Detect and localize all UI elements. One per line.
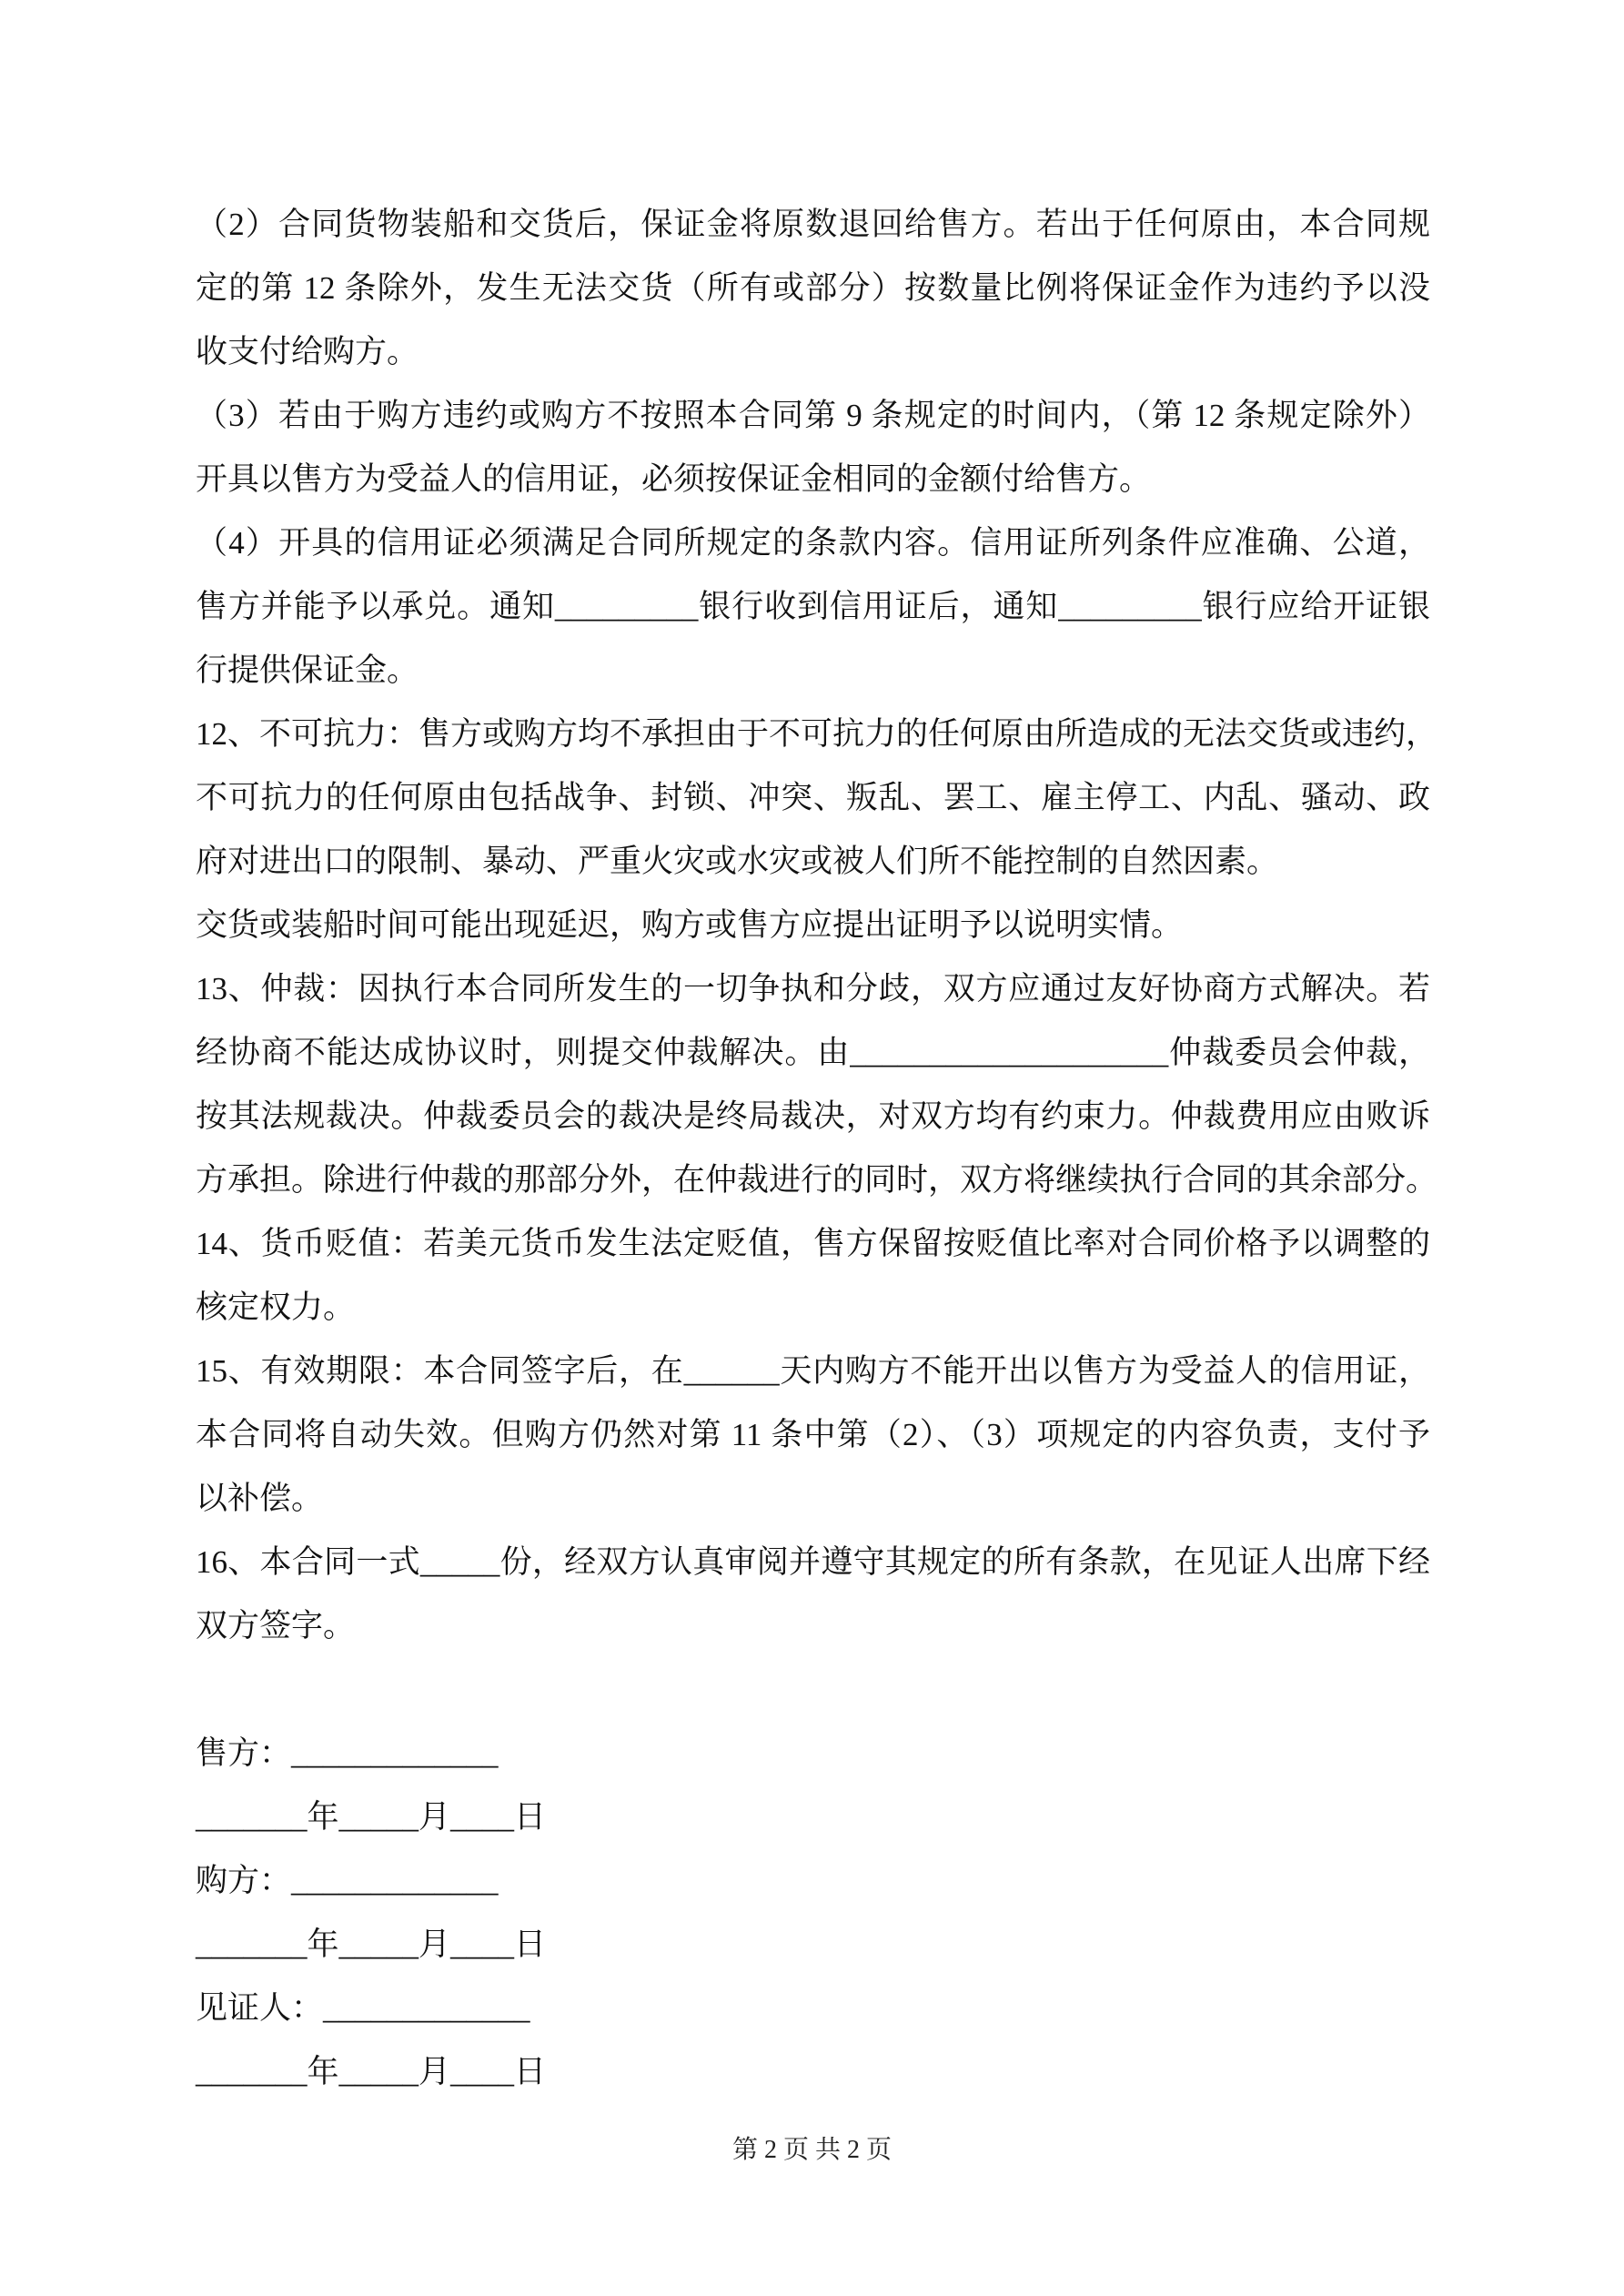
seller-date-line: _______年_____月____日 [196,1799,547,1835]
body-line: 15、有效期限：本合同签字后，在______天内购方不能开出以售方为受益人的信用证， [196,1353,1430,1389]
seller-name-line: 售方：_____________ [196,1735,499,1771]
body-line: 经协商不能达成协议时，则提交仲裁解决。由____________________仲裁委员会仲裁， [196,1035,1430,1070]
body-lines-container [196,193,1438,1658]
buyer-name-line: 购方：_____________ [196,1863,499,1898]
body-line: 核定权力。 [196,1290,356,1325]
body-line: 方承担。除进行仲裁的那部分外，在仲裁进行的同时，双方将继续执行合同的其余部分。 [196,1162,1438,1198]
body-line: （4）开具的信用证必须满足合同所规定的条款内容。信用证所列条件应准确、公道， [196,525,1430,561]
body-line: 行提供保证金。 [196,652,419,688]
body-line: 府对进出口的限制、暴动、严重火灾或水灾或被人们所不能控制的自然因素。 [196,844,1279,879]
body-line: （2）合同货物装船和交货后，保证金将原数退回给售方。若出于任何原由，本合同规 [196,207,1430,242]
body-line: 不可抗力的任何原由包括战争、封锁、冲突、叛乱、罢工、雇主停工、内乱、骚动、政 [196,780,1430,815]
witness-date-line: _______年_____月____日 [196,2054,547,2089]
witness-name-line: 见证人：_____________ [196,1990,530,2026]
body-line: 14、货币贬值：若美元货币发生法定贬值，售方保留按贬值比率对合同价格予以调整的 [196,1226,1430,1261]
buyer-date-line: _______年_____月____日 [196,1927,547,1962]
body-line: 13、仲裁：因执行本合同所发生的一切争执和分歧，双方应通过友好协商方式解决。若 [196,971,1430,1006]
blank-line-spacer [196,1658,1430,1722]
body-line: 售方并能予以承兑。通知_________银行收到信用证后，通知_________银行应给开证银 [196,589,1430,624]
page-footer: 第 2 页 共 2 页 [731,2136,892,2164]
body-line: 以补偿。 [196,1481,324,1516]
body-line: 本合同将自动失效。但购方仍然对第 11 条中第（2）、（3）项规定的内容负责，支付予 [196,1417,1430,1452]
body-line: （3）若由于购方违约或购方不按照本合同第 9 条规定的时间内，（第 12 条规定除外） [196,398,1430,433]
signature-block [196,1722,1430,2104]
body-line: 交货或装船时间可能出现延迟，购方或售方应提出证明予以说明实情。 [196,907,1184,943]
body-line: 12、不可抗力：售方或购方均不承担由于不可抗力的任何原由所造成的无法交货或违约， [196,716,1438,752]
body-line: 16、本合同一式_____份，经双方认真审阅并遵守其规定的所有条款，在见证人出席下经 [196,1544,1430,1580]
body-line: 定的第 12 条除外，发生无法交货（所有或部分）按数量比例将保证金作为违约予以没 [196,270,1430,306]
body-line: 按其法规裁决。仲裁委员会的裁决是终局裁决，对双方均有约束力。仲裁费用应由败诉 [196,1098,1430,1134]
body-line: 开具以售方为受益人的信用证，必须按保证金相同的金额付给售方。 [196,461,1152,497]
body-line: 双方签字。 [196,1608,356,1644]
body-line: 收支付给购方。 [196,334,419,369]
contract-body [196,193,1438,2104]
